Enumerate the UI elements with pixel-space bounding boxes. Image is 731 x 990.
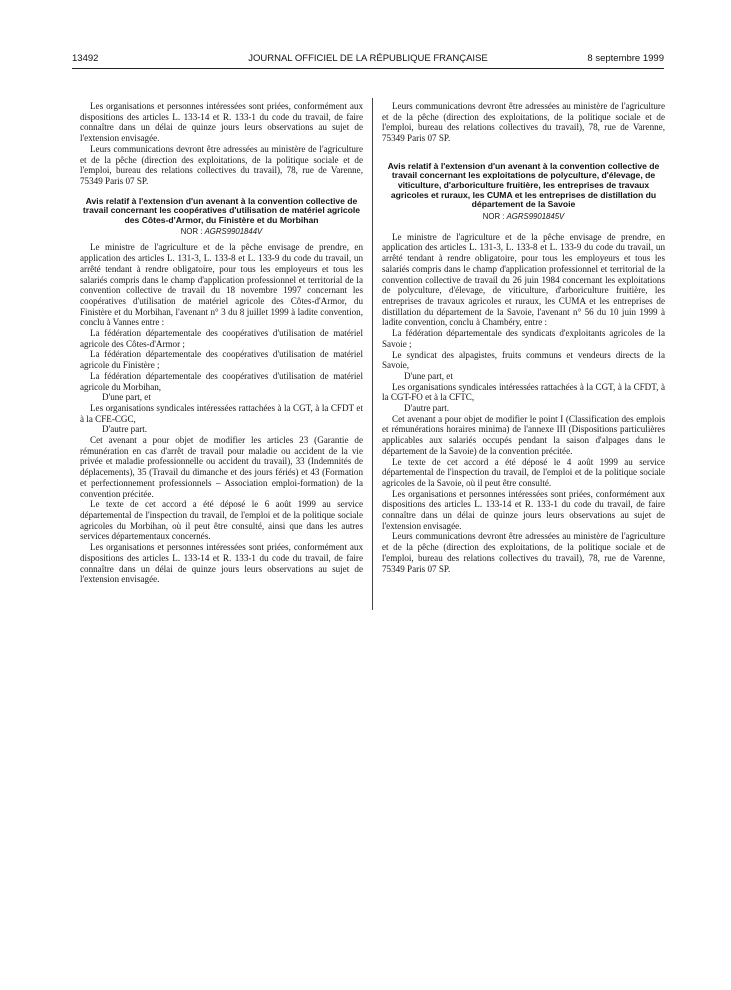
paragraph: Le ministre de l'agriculture et de la pêche envisage de prendre, en application des articles L. 131-3, L. 133-8 et L. 133-9 du code du travail, un arrêté tendant à rendre obligatoire, pour tous les employeurs et tous les salariés compris dans le champ d'application professionnel et territorial de la convention collective de travail du 18 novembre 1997 concernant les coopératives d'utilisation de matériel agricole des Côtes-d'Armor, du Finistère et du Morbihan, l'avenant n° 3 du 8 juillet 1999 à ladite convention, conclu à Vannes entre : — [80, 242, 363, 328]
party-item: La fédération départementale des coopératives d'utilisation de matériel agricole du Morbihan, — [80, 370, 363, 392]
page-number: 13492 — [72, 53, 99, 64]
page-header — [72, 53, 664, 67]
left-column — [80, 101, 363, 585]
paragraph: Leurs communications devront être adressées au ministère de l'agriculture et de la pêche (direction des exploitations, de la politique sociale et de l'emploi, bureau des relations collectives du travail), 78, rue de Varenne, 75349 Paris 07 SP. — [80, 143, 363, 186]
journal-title: JOURNAL OFFICIEL DE LA RÉPUBLIQUE FRANÇAISE — [248, 53, 488, 64]
paragraph: Cet avenant a pour objet de modifier les articles 23 (Garantie de rémunération en cas d'arrêt de travail pour maladie ou accident de la vie privée et maladie professionnelle ou accident du travail), 33 (Indemnités de déplacements), 35 (Travail du dimanche et des jours fériés) et 43 (Formation et perfectionnement professionnels – Association emploi-formation) de la convention précitée. — [80, 435, 363, 499]
paragraph: Le texte de cet accord a été déposé le 6 août 1999 au service départemental de l'inspection du travail, de l'emploi et de la politique sociale agricoles du Morbihan, où il peut être consulté, ainsi que dans les autres services départementaux concernés. — [80, 499, 363, 542]
paragraph: Les organisations et personnes intéressées sont priées, conformément aux dispositions des articles L. 133-14 et R. 133-1 du code du travail, de faire connaître dans un délai de quinze jours leurs observations au sujet de l'extension envisagée. — [382, 488, 665, 531]
notice-title: Avis relatif à l'extension d'un avenant à la convention collective de travail concernant les coopératives d'utilisation de matériel agricole des Côtes-d'Armor, du Finistère et du Morbihan — [82, 195, 361, 225]
right-column — [382, 101, 665, 574]
party-item: Le syndicat des alpagistes, fruits communs et vendeurs directs de la Savoie, — [382, 349, 665, 371]
party-item: La fédération départementale des coopératives d'utilisation de matériel agricole des Côtes-d'Armor ; — [80, 328, 363, 349]
header-rule — [72, 68, 664, 69]
paragraph: Leurs communications devront être adressées au ministère de l'agriculture et de la pêche (direction des exploitations, de la politique sociale et de l'emploi, bureau des relations collectives du travail), 78, rue de Varenne, 75349 Paris 07 SP. — [382, 101, 665, 144]
nor-label: NOR : — [180, 227, 203, 237]
paragraph: Le texte de cet accord a été déposé le 4 août 1999 au service départemental de l'inspection du travail, de l'emploi et de la politique sociale agricoles de la Savoie, où il peut être consulté. — [382, 456, 665, 488]
nor-code: AGRS9901844V — [204, 227, 263, 237]
nor-reference — [80, 227, 363, 237]
dautre-part-line: D'autre part. — [102, 424, 148, 435]
party-item: Les organisations syndicales intéressées rattachées à la CGT, à la CFDT et à la CFE-CGC, — [80, 402, 363, 424]
party-item: La fédération départementale des syndicats d'exploitants agricoles de la Savoie ; — [382, 328, 665, 349]
paragraph: Les organisations et personnes intéressées sont priées, conformément aux dispositions des articles L. 133-14 et R. 133-1 du code du travail, de faire connaître dans un délai de quinze jours leurs observations au sujet de l'extension envisagée. — [80, 542, 363, 585]
paragraph: Les organisations et personnes intéressées sont priées, conformément aux dispositions des articles L. 133-14 et R. 133-1 du code du travail, de faire connaître dans un délai de quinze jours leurs observations au sujet de l'extension envisagée. — [80, 101, 363, 144]
party-item: Les organisations syndicales intéressées rattachées à la CGT, à la CFDT, à la CGT-FO et à la CFTC, — [382, 381, 665, 403]
party-item: La fédération départementale des coopératives d'utilisation de matériel agricole du Finistère ; — [80, 349, 363, 371]
publication-date: 8 septembre 1999 — [587, 53, 664, 64]
column-divider — [372, 98, 373, 610]
nor-reference — [382, 212, 665, 222]
paragraph: Cet avenant a pour objet de modifier le point I (Classification des emplois et rémunérations horaires minima) de l'annexe III (Dispositions particulières applicables aux salariés occupés pendant la saison d'alpages dans le département de la Savoie) de la convention précitée. — [382, 413, 665, 456]
notice-title: Avis relatif à l'extension d'un avenant à la convention collective de travail concernant les exploitations de polyculture, d'élevage, de viticulture, d'arboriculture fruitière, les entreprises de travaux agricoles et ruraux, les CUMA et les entreprises de distillation du département de la Savoie — [387, 160, 660, 210]
nor-code: AGRS9901845V — [506, 211, 565, 221]
dune-part-line: D'une part, et — [102, 392, 151, 403]
paragraph: Leurs communications devront être adressées au ministère de l'agriculture et de la pêche (direction des exploitations, de la politique sociale et de l'emploi, bureau des relations collectives du travail), 78, rue de Varenne, 75349 Paris 07 SP. — [382, 531, 665, 574]
dautre-part-line: D'autre part. — [404, 403, 450, 414]
paragraph: Le ministre de l'agriculture et de la pêche envisage de prendre, en application des articles L. 131-3, L. 133-8 et L. 133-9 du code du travail, un arrêté tendant à rendre obligatoire, pour tous les employeurs et tous les salariés compris dans le champ d'application professionnel et territorial de la convention collective de travail du 26 juin 1984 concernant les exploitations de polyculture, d'élevage, de viticulture, d'arboriculture fruitière, les entreprises de travaux agricoles et ruraux, les CUMA et les entreprises de distillation du département de la Savoie, l'avenant n° 56 du 10 juin 1999 à ladite convention, conclu à Chambéry, entre : — [382, 231, 665, 328]
nor-label: NOR : — [482, 211, 505, 221]
dune-part-line: D'une part, et — [404, 370, 453, 381]
